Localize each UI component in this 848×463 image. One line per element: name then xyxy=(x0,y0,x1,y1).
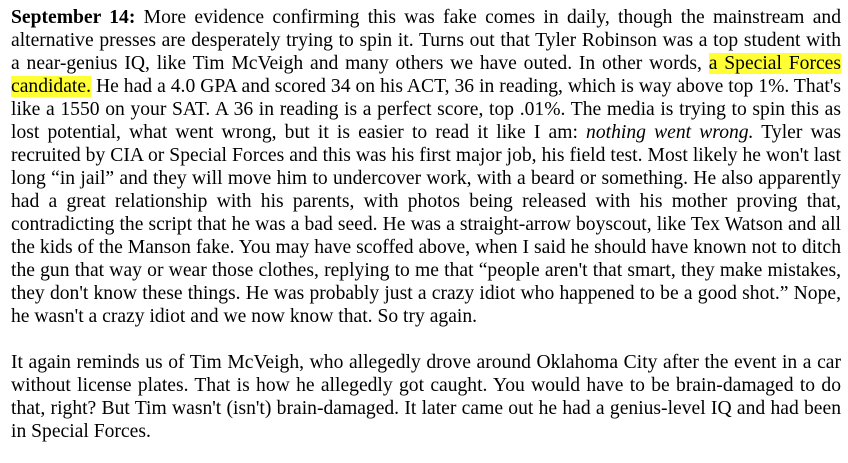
paragraph-text-part-a: More evidence confirming this was fake comes in daily, though the mainstream and alternative presses are desperately trying to spin it. Turns out that Tyler Robinson was a top student with a near-genius IQ, like Tim McVeigh and many others we have outed. In other words, xyxy=(11,7,841,74)
highlighted-phrase: a Special Forces candidate. xyxy=(11,53,841,97)
paragraph-text-part-c: Tyler was recruited by CIA or Special Forces and this was his first major job, his field test. Most likely he won't last long “in jail” and they will move him to undercover work, with a beard or something. He also apparently had a great relationship with his parents, with photos being released with his mother proving that, contradicting the script that he was a bad seed. He was a straight-arrow boyscout, like Tex Watson and all the kids of the Manson fake. You may have scoffed above, when I said he should have known not to ditch the gun that way or wear those clothes, replying to me that “people aren't that smart, they make mistakes, they don't know these things. He was probably just a crazy idiot who happened to be a good shot.” Nope, he wasn't a crazy idiot and we now know that. So try again. xyxy=(11,122,841,327)
paragraph-text-part-b: He had a 4.0 GPA and scored 34 on his ACT, 36 in reading, which is way above top 1%. That's like a 1550 on your SAT. A 36 in reading is a perfect score, top .01%. The media is trying to spin this as lost potential, what went wrong, but it is easier to read it like I am: xyxy=(11,76,841,143)
emphasized-phrase: nothing went wrong. xyxy=(586,122,754,143)
document-body xyxy=(11,6,841,443)
paragraph-mcveigh: It again reminds us of Tim McVeigh, who allegedly drove around Oklahoma City after the event in a car without license plates. That is how he allegedly got caught. You would have to be brain-damaged to do that, right? But Tim wasn't (isn't) brain-damaged. It later came out he had a genius-level IQ and had been in Special Forces. xyxy=(11,352,841,442)
date-label: September 14: xyxy=(11,7,136,28)
paragraph-september-14 xyxy=(11,6,841,328)
